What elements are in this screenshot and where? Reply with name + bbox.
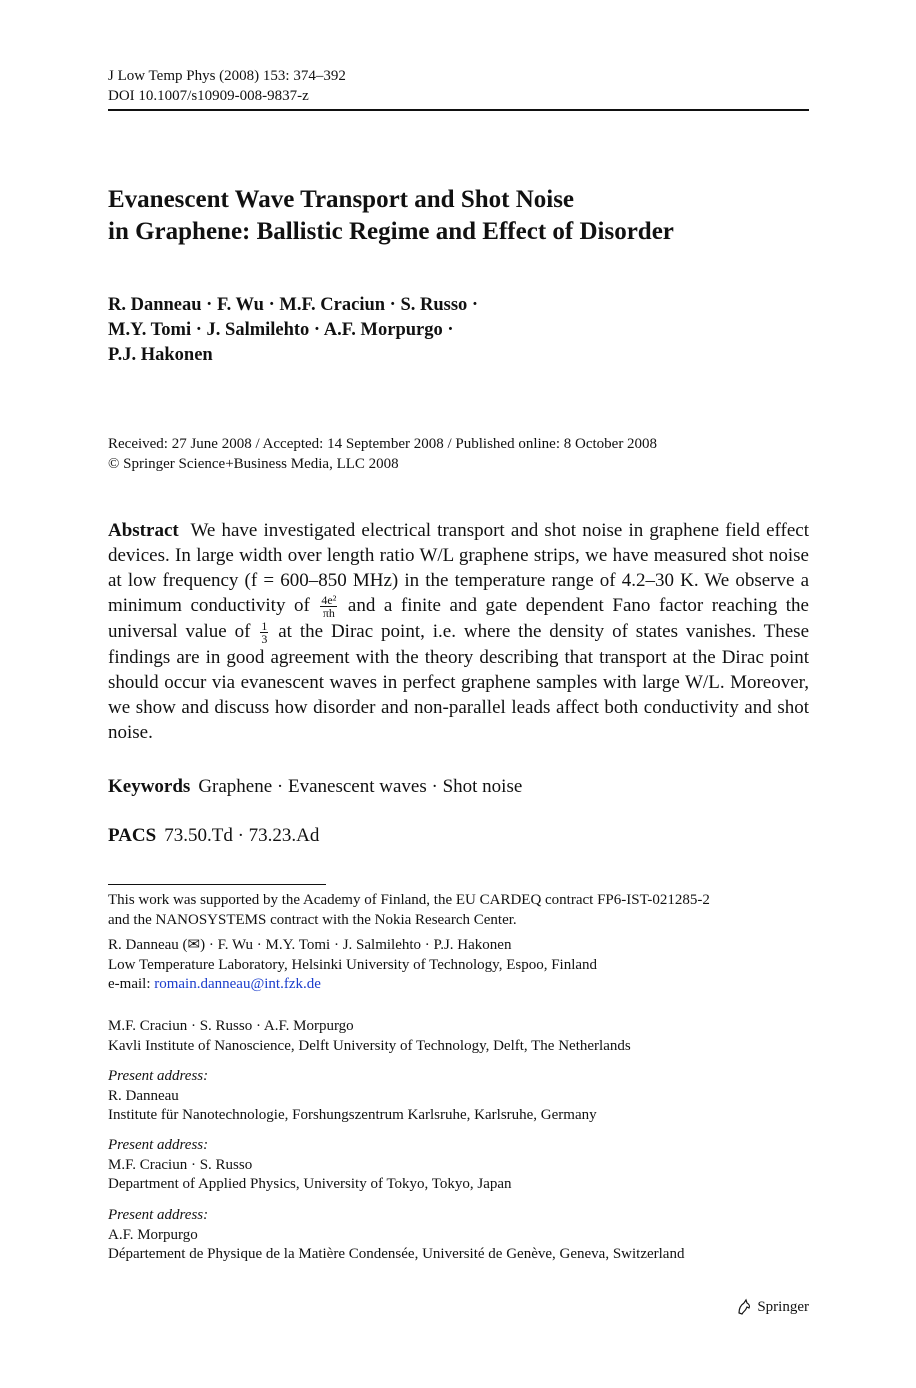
present-address-karlsruhe	[108, 1067, 597, 1126]
springer-horse-icon	[735, 1298, 753, 1316]
fraction-numerator: 1	[261, 619, 268, 634]
email-link[interactable]: romain.danneau@int.fzk.de	[154, 976, 321, 992]
affiliation-helsinki	[108, 936, 597, 995]
pacs-text: 73.50.Td · 73.23.Ad	[164, 825, 320, 846]
present-address-label: Present address:	[108, 1137, 209, 1153]
pacs-label: PACS	[108, 825, 157, 846]
fraction-denominator: πh	[322, 606, 335, 621]
fraction-denominator: 3	[261, 632, 268, 647]
abstract-text-1: We have investigated electrical transport and shot noise in graphene field effect devices. In large width over length ratio W/L graphene strips, we have measured shot noise at low frequency (f = 600–850 MHz) in the temperature range of 4.2–30 K. We observe a minimum conductivity of	[108, 520, 809, 616]
affiliation-names: R. Danneau (✉) · F. Wu · M.Y. Tomi · J. Salmilehto · P.J. Hakonen	[108, 937, 512, 953]
affiliation-names: R. Danneau	[108, 1087, 179, 1104]
abstract-label: Abstract	[108, 520, 179, 541]
funding-footnote	[108, 890, 809, 930]
present-address-label: Present address:	[108, 1207, 209, 1223]
affiliation-names: A.F. Morpurgo	[108, 1226, 198, 1243]
fraction-fano	[260, 620, 268, 645]
authors-line-3: P.J. Hakonen	[108, 345, 213, 365]
pacs	[108, 823, 319, 848]
present-address-label: Present address:	[108, 1068, 209, 1084]
fraction-conductivity	[320, 594, 337, 619]
email-label: e-mail:	[108, 976, 151, 992]
abstract-text-2: and a finite and gate dependent Fano factor reaching the universal value of	[108, 595, 809, 643]
copyright-line: © Springer Science+Business Media, LLC 2008	[108, 456, 399, 472]
affiliation-institution: Kavli Institute of Nanoscience, Delft University of Technology, Delft, The Netherlands	[108, 1037, 631, 1054]
doi: DOI 10.1007/s10909-008-9837-z	[108, 88, 309, 104]
publisher-name: Springer	[757, 1299, 809, 1315]
paper-title	[108, 184, 674, 248]
publisher-logo	[735, 1297, 809, 1317]
affiliation-institution: Low Temperature Laboratory, Helsinki University of Technology, Espoo, Finland	[108, 956, 598, 973]
publication-dates	[108, 434, 657, 474]
affiliation-institution: Département de Physique de la Matière Condensée, Université de Genève, Geneva, Switzerland	[108, 1246, 685, 1262]
fraction-numerator: 4e²	[321, 593, 337, 608]
email-line	[108, 975, 597, 995]
keywords-label: Keywords	[108, 776, 191, 797]
abstract	[108, 518, 809, 745]
affiliation-names: M.F. Craciun · S. Russo · A.F. Morpurgo	[108, 1018, 354, 1034]
title-line-1: Evanescent Wave Transport and Shot Noise	[108, 186, 575, 213]
title-line-2: in Graphene: Ballistic Regime and Effect of Disorder	[108, 218, 674, 245]
present-address-geneva	[108, 1206, 684, 1265]
dates-line: Received: 27 June 2008 / Accepted: 14 September 2008 / Published online: 8 October 2008	[108, 436, 658, 452]
footnote-rule	[108, 884, 326, 885]
affiliation-institution: Institute für Nanotechnologie, Forshungszentrum Karlsruhe, Karlsruhe, Germany	[108, 1107, 597, 1123]
authors-line-2: M.Y. Tomi · J. Salmilehto · A.F. Morpurgo ·	[108, 320, 454, 340]
present-address-tokyo	[108, 1136, 512, 1195]
authors-line-1: R. Danneau · F. Wu · M.F. Craciun · S. Russo ·	[108, 295, 479, 315]
affiliation-institution: Department of Applied Physics, University of Tokyo, Tokyo, Japan	[108, 1176, 512, 1192]
keywords-text: Graphene · Evanescent waves · Shot noise	[198, 776, 523, 797]
running-head	[108, 66, 346, 106]
footnote-line-2: and the NANOSYSTEMS contract with the Nokia Research Center.	[108, 912, 517, 928]
affiliation-names: M.F. Craciun · S. Russo	[108, 1156, 253, 1173]
author-list	[108, 293, 478, 368]
affiliation-delft	[108, 1017, 631, 1056]
header-rule	[108, 109, 809, 111]
keywords	[108, 774, 522, 799]
footnote-line-1: This work was supported by the Academy of Finland, the EU CARDEQ contract FP6-IST-021285-2	[108, 892, 710, 908]
abstract-text-3: at the Dirac point, i.e. where the density of states vanishes. These findings are in good agreement with the theory describing that transport at the Dirac point should occur via evanescent waves in perfect graphene samples with large W/L. Moreover, we show and discuss how disorder and non-parallel leads affect both conductivity and shot noise.	[108, 621, 810, 744]
journal-citation: J Low Temp Phys (2008) 153: 374–392	[108, 68, 346, 84]
